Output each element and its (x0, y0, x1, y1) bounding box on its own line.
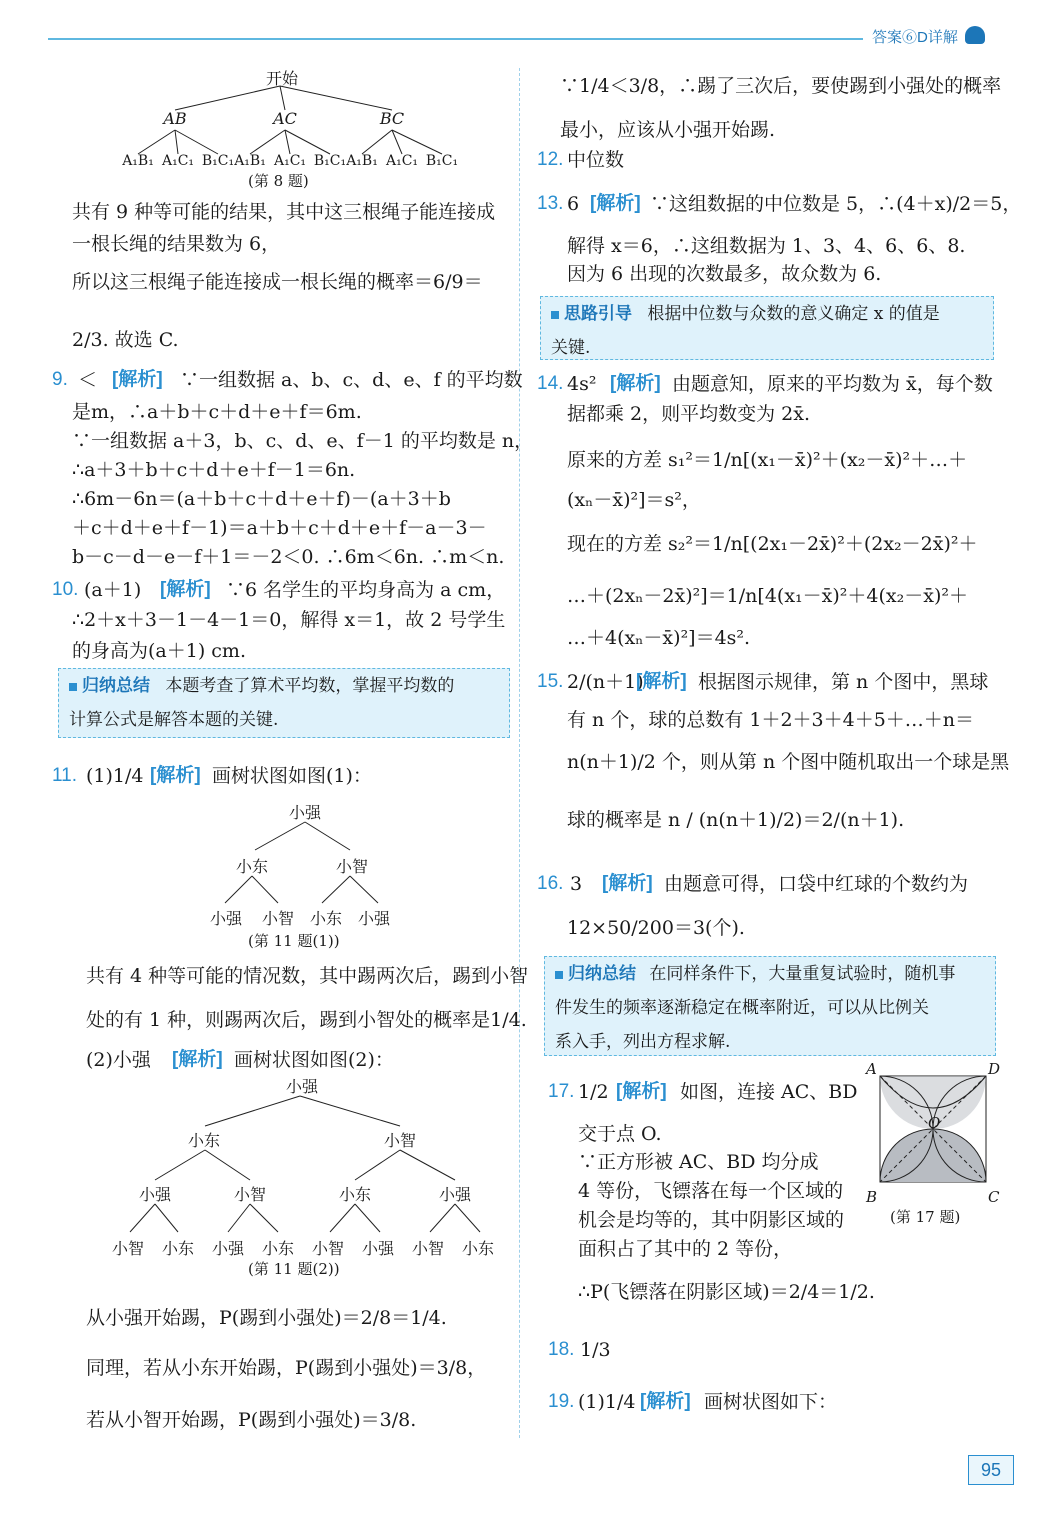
left-text-line: 2/3. 故选 C. (72, 329, 179, 351)
header-logo-icon (965, 26, 985, 44)
q15-line: n(n＋1)/2 个，则从第 n 个图中随机取出一个球是黑 (567, 751, 1010, 773)
summary-box-text: 计算公式是解答本题的关键. (69, 710, 279, 730)
tree8-caption: (第 8 题) (248, 172, 309, 190)
q16-answer: 3 (570, 873, 583, 895)
q11-result: 若从小智开始踢，P(踢到小强处)＝3/8. (86, 1409, 417, 1431)
tree11b-leaf: 小智 (311, 1239, 344, 1258)
q13-line: ∵这组数据的中位数是 5，∴(4＋x)/2＝5， (650, 193, 1022, 215)
q19-text: 画树状图如下： (704, 1391, 838, 1413)
tree11b-leaf: 小东 (461, 1239, 494, 1258)
tree8-node: BC (379, 109, 405, 128)
tree11b-l2: 小智 (233, 1185, 266, 1204)
q13-number: 13. (537, 193, 564, 214)
q12-text: 中位数 (567, 149, 625, 171)
guide-box (540, 296, 994, 360)
tree-diagram-q11-2 (100, 1092, 520, 1242)
q18-answer: 1/3 (580, 1339, 611, 1361)
q11-number: 11. (52, 765, 78, 786)
q16-number: 16. (537, 873, 564, 894)
q14-line: …＋(2xₙ－2x̄)²]＝1/n[4(x₁－x̄)²＋4(x₂－x̄)²＋ (567, 585, 968, 607)
tree8-leaf: A₁C₁ (385, 153, 419, 169)
q11-result: 同理，若从小东开始踢，P(踢到小强处)＝3/8， (86, 1357, 487, 1379)
tree8-leaf: B₁C₁ (425, 153, 459, 169)
q11-head-2: 画树状图如图(2)： (234, 1049, 394, 1071)
left-text-line: 所以这三根绳子能连接成一根长绳的概率＝6/9＝ (72, 271, 483, 293)
tree11a-caption: (第 11 题(1)) (248, 932, 340, 950)
q11-answer-2: (2)小强 (86, 1049, 151, 1071)
q9-line: 是m，∴a＋b＋c＋d＋e＋f＝6m. (72, 401, 362, 423)
q15-number: 15. (537, 671, 564, 692)
figure-label-c: C (988, 1188, 1000, 1206)
tree11a-leaf: 小智 (261, 909, 294, 928)
q9-tag: [解析] (112, 369, 163, 390)
q17-line: ∵正方形被 AC、BD 均分成 (578, 1151, 819, 1173)
q11-answer-1: (1)1/4 (86, 765, 144, 787)
tree11b-node: 小智 (383, 1131, 416, 1150)
summary-box-text: 系入手，列出方程求解. (555, 1032, 731, 1052)
guide-box-text: 关键. (551, 338, 591, 358)
q14-number: 14. (537, 373, 564, 394)
q11-result: 从小强开始踢，P(踢到小强处)＝2/8＝1/4. (86, 1307, 447, 1329)
q14-line: 现在的方差 s₂²＝1/n[(2x₁－2x̄)²＋(2x₂－2x̄)²＋ (567, 533, 978, 555)
q14-line: (xₙ－x̄)²]＝s²， (567, 489, 701, 511)
guide-box-label: 思路引导 (551, 304, 632, 323)
q10-line: 的身高为(a＋1) cm. (72, 640, 246, 662)
header-rule (48, 38, 863, 40)
tree11b-leaf: 小强 (361, 1239, 394, 1258)
q9-number: 9. (52, 369, 68, 390)
tree11a-leaf: 小强 (357, 909, 390, 928)
q9-line: ∴6m－6n＝(a＋b＋c＋d＋e＋f)－(a＋3＋b (72, 488, 451, 510)
tree8-leaf: B₁C₁ (201, 153, 235, 169)
tree8-node: AC (273, 109, 297, 128)
q9-line: b－c－d－e－f＋1＝－2＜0. ∴6m＜6n. ∴m＜n. (72, 546, 505, 568)
summary-box-label: 归纳总结 (555, 964, 636, 983)
summary-box-text: 件发生的频率逐渐稳定在概率附近，可以从比例关 (555, 998, 929, 1018)
q10-line: ∴2＋x＋3－1－4－1＝0，解得 x＝1，故 2 号学生 (72, 609, 506, 631)
q13-answer: 6 (567, 193, 580, 215)
tree11a-node: 小智 (335, 857, 368, 876)
q14-line: 由题意知，原来的平均数为 x̄，每个数 (672, 373, 993, 395)
q17-line: 如图，连接 AC、BD (680, 1081, 858, 1103)
tree11b-caption: (第 11 题(2)) (248, 1260, 340, 1278)
q14-line: 原来的方差 s₁²＝1/n[(x₁－x̄)²＋(x₂－x̄)²＋…＋ (567, 449, 968, 471)
figure-label-o: O (928, 1114, 941, 1132)
tree11b-root: 小强 (285, 1077, 318, 1096)
q11-tag: [解析] (150, 765, 201, 786)
q15-line: 根据图示规律，第 n 个图中，黑球 (698, 671, 989, 693)
q10-line: ∵6 名学生的平均身高为 a cm， (226, 579, 506, 601)
q19-answer: (1)1/4 (578, 1391, 636, 1413)
q14-answer: 4s² (567, 373, 597, 395)
tree11a-leaf: 小强 (209, 909, 242, 928)
q19-tag: [解析] (640, 1391, 691, 1412)
q13-line: 因为 6 出现的次数最多，故众数为 6. (567, 263, 882, 285)
right-cont: ∵1/4＜3/8，∴踢了三次后，要使踢到小强处的概率 (560, 75, 1002, 97)
tree8-leaf: A₁C₁ (273, 153, 307, 169)
tree8-leaf: A₁B₁ (346, 153, 378, 169)
q10-answer: (a＋1) (84, 579, 142, 601)
q11-tag-2: [解析] (172, 1049, 223, 1070)
q14-line: …＋4(xₙ－x̄)²]＝4s². (567, 627, 751, 649)
q9-line: ∵一组数据 a、b、c、d、e、f 的平均数 (180, 369, 523, 391)
tree8-leaf: A₁B₁ (122, 153, 154, 169)
summary-box-text: 本题考查了算术平均数，掌握平均数的 (165, 676, 455, 696)
q17-line: 面积占了其中的 2 等份， (578, 1238, 793, 1260)
q9-line: ∴a＋3＋b＋c＋d＋e＋f－1＝6n. (72, 459, 356, 481)
q11-text: 共有 4 种等可能的情况数，其中踢两次后，踢到小智 (86, 965, 529, 987)
q17-line: ∴P(飞镖落在阴影区域)＝2/4＝1/2. (578, 1281, 875, 1303)
summary-box-1 (58, 668, 510, 738)
q17-line: 机会是均等的，其中阴影区域的 (578, 1209, 845, 1231)
q15-line: 有 n 个，球的总数有 1＋2＋3＋4＋5＋…＋n＝ (567, 709, 975, 731)
tree11a-root: 小强 (288, 803, 321, 822)
q14-tag: [解析] (610, 373, 661, 394)
tree8-leaf: A₁C₁ (161, 153, 195, 169)
tree11a-node: 小东 (235, 857, 268, 876)
summary-box-text: 在同样条件下，大量重复试验时，随机事 (649, 964, 956, 984)
q17-answer: 1/2 (578, 1081, 609, 1103)
tree11b-l2: 小强 (438, 1185, 471, 1204)
q17-line: 交于点 O. (578, 1123, 662, 1145)
right-cont: 最小，应该从小强开始踢. (560, 119, 776, 141)
tree11a-leaf: 小东 (309, 909, 342, 928)
figure-label-a: A (866, 1060, 877, 1078)
tree11b-leaf: 小智 (411, 1239, 444, 1258)
tree11b-leaf: 小东 (261, 1239, 294, 1258)
summary-box-2 (544, 956, 996, 1056)
tree11b-leaf: 小智 (111, 1239, 144, 1258)
q17-tag: [解析] (616, 1081, 667, 1102)
q10-number: 10. (52, 579, 79, 600)
figure-label-b: B (866, 1188, 878, 1206)
q13-tag: [解析] (590, 193, 641, 214)
left-text-line: 共有 9 种等可能的结果，其中这三根绳子能连接成 (72, 201, 496, 223)
tree11b-node: 小东 (187, 1131, 220, 1150)
guide-box-text: 根据中位数与众数的意义确定 x 的值是 (647, 304, 940, 324)
tree8-root: 开始 (265, 69, 298, 88)
q16-tag: [解析] (602, 873, 653, 894)
left-text-line: 一根长绳的结果数为 6， (72, 233, 281, 255)
tree11b-l2: 小强 (138, 1185, 171, 1204)
figure-caption-q17: (第 17 题) (890, 1208, 961, 1226)
header-title: 答案⑥D详解 (872, 29, 958, 46)
q13-line: 解得 x＝6，∴这组数据为 1、3、4、6、6、8. (567, 235, 966, 257)
q9-line: ＋c＋d＋e＋f－1)＝a＋b＋c＋d＋e＋f－a－3－ (72, 517, 487, 539)
q10-tag: [解析] (160, 579, 211, 600)
tree11b-l2: 小东 (338, 1185, 371, 1204)
q19-number: 19. (548, 1391, 575, 1412)
tree8-node: AB (163, 109, 187, 128)
q12-number: 12. (537, 149, 564, 170)
q11-head: 画树状图如图(1)： (212, 765, 372, 787)
q17-line: 4 等份，飞镖落在每一个区域的 (578, 1180, 844, 1202)
q15-line: 球的概率是 n / (n(n＋1)/2)＝2/(n＋1). (567, 809, 905, 831)
tree11b-leaf: 小东 (161, 1239, 194, 1258)
q15-tag: [解析] (636, 671, 687, 692)
summary-box-label: 归纳总结 (69, 676, 150, 695)
q9-line: ∵一组数据 a＋3，b、c、d、e、f－1 的平均数是 n， (72, 430, 534, 452)
q9-answer: ＜ (78, 369, 98, 391)
q16-line: 由题意可得，口袋中红球的个数约为 (664, 873, 969, 895)
page-number: 95 (968, 1455, 1014, 1485)
q16-line: 12×50/200＝3(个). (567, 917, 745, 939)
q11-text: 处的有 1 种，则踢两次后，踢到小智处的概率是1/4. (86, 1009, 527, 1031)
tree8-leaf: A₁B₁ (234, 153, 266, 169)
q14-line: 据都乘 2，则平均数变为 2x̄. (567, 403, 811, 425)
q18-number: 18. (548, 1339, 575, 1360)
q15-answer: 2/(n＋1) (567, 671, 644, 693)
tree8-leaf: B₁C₁ (313, 153, 347, 169)
tree11b-leaf: 小强 (211, 1239, 244, 1258)
figure-label-d: D (988, 1060, 1001, 1078)
q17-number: 17. (548, 1081, 575, 1102)
